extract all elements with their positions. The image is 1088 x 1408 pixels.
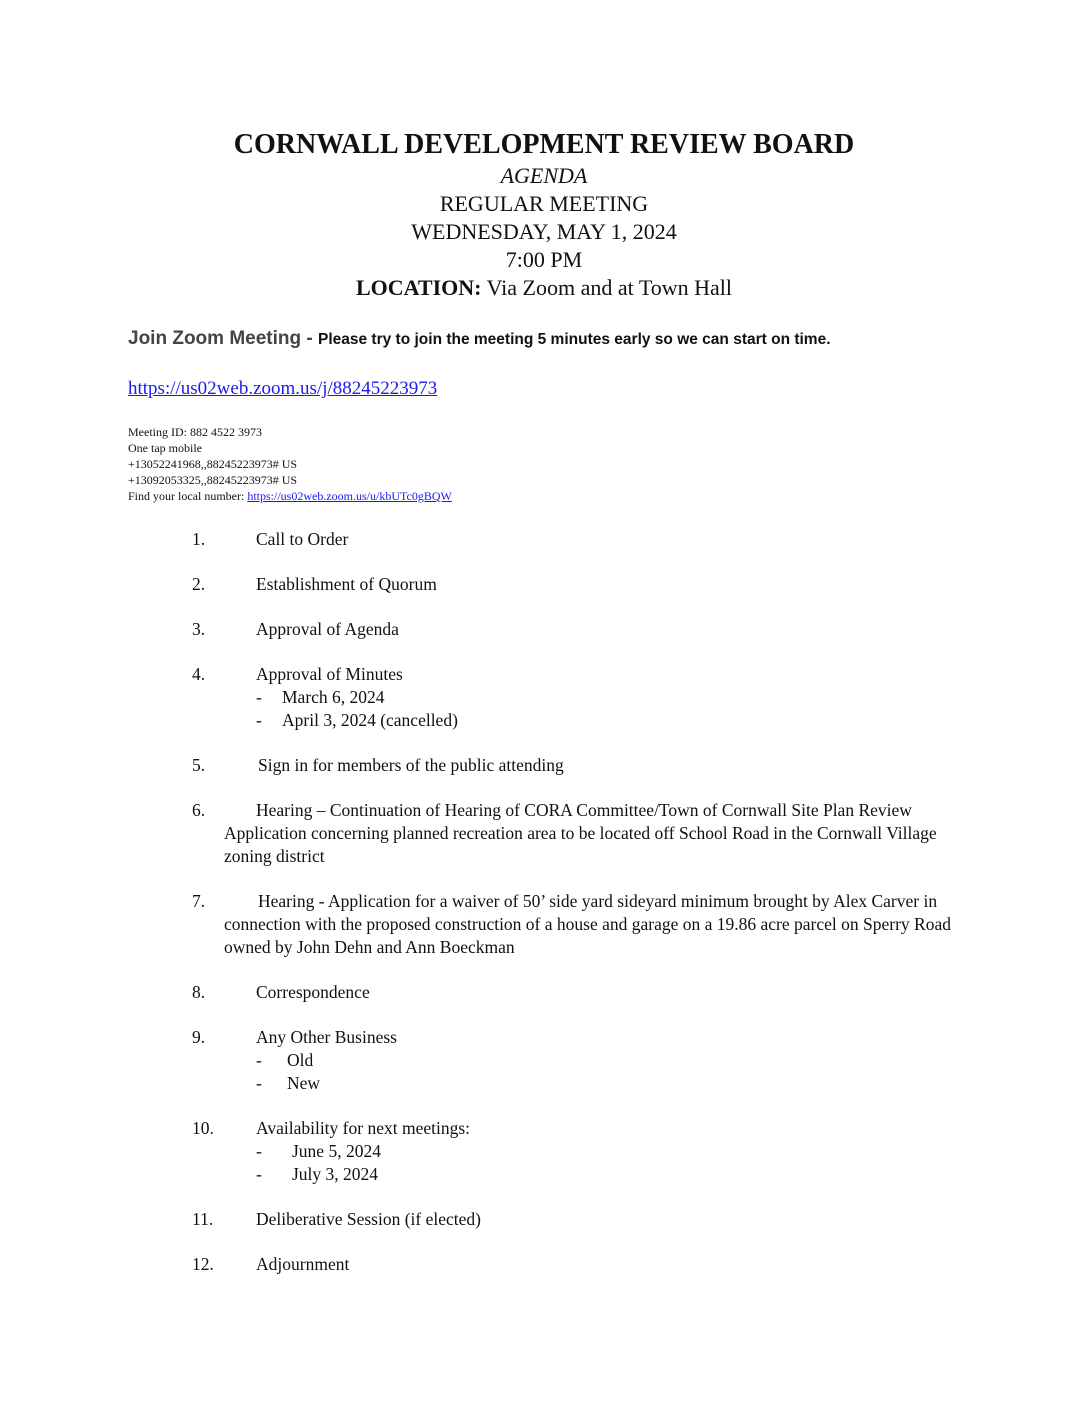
- phone-number-2: +13092053325,,88245223973# US: [128, 473, 298, 487]
- agenda-item-number: 3.: [192, 619, 206, 639]
- location-value: Via Zoom and at Town Hall: [481, 275, 732, 300]
- zoom-meeting-link[interactable]: https://us02web.zoom.us/j/88245223973: [128, 378, 438, 399]
- agenda-item-number: 1.: [192, 529, 206, 549]
- local-number-label: Find your local number:: [128, 489, 248, 503]
- agenda-item-number: 11.: [192, 1209, 214, 1229]
- zoom-join-label: Join Zoom Meeting -: [128, 328, 318, 349]
- agenda-item-paragraph: [224, 890, 964, 959]
- agenda-item-number: 8.: [192, 982, 206, 1002]
- agenda-item: [0, 1253, 1088, 1276]
- agenda-item-number: 9.: [192, 1027, 206, 1047]
- agenda-item: [0, 981, 1088, 1004]
- agenda-item-paragraph: [224, 799, 964, 868]
- agenda-item: [0, 618, 1088, 641]
- one-tap-label: One tap mobile: [128, 441, 202, 455]
- agenda-item-label: Call to Order: [256, 529, 349, 549]
- agenda-item-label: Any Other Business: [256, 1027, 397, 1047]
- agenda-item-continuation: Carver in connection with the proposed construction of a house and garage on a 19.86 acre parcel on Sperry Road owned by John Dehn and Ann Boeckman: [224, 891, 951, 957]
- agenda-item-number: 10.: [192, 1118, 214, 1138]
- agenda-sub-item: - Old: [256, 1050, 314, 1070]
- agenda-sub-item: - July 3, 2024: [256, 1164, 379, 1184]
- agenda-item-label: Hearing – Continuation of Hearing of CORA Committee/Town of Cornwall Site Plan: [256, 800, 855, 820]
- agenda-item: [0, 528, 1088, 551]
- agenda-sub-item-text: New: [287, 1073, 321, 1093]
- phone-number-1: +13052241968,,88245223973# US: [128, 457, 298, 471]
- agenda-subtitle: AGENDA: [500, 163, 588, 188]
- agenda-sub-item-text: April 3, 2024 (cancelled): [282, 710, 458, 730]
- meeting-time: 7:00 PM: [505, 247, 583, 272]
- agenda-item-number: 5.: [192, 755, 206, 775]
- agenda-item-label: Approval of Minutes: [256, 664, 403, 684]
- agenda-item-label: Sign in for members of the public attending: [258, 755, 564, 775]
- agenda-list: [0, 528, 1088, 1298]
- meeting-location: [0, 274, 1088, 302]
- agenda-item-label: Establishment of Quorum: [256, 574, 437, 594]
- location-label: LOCATION:: [355, 275, 482, 300]
- board-title: CORNWALL DEVELOPMENT REVIEW BOARD: [233, 129, 855, 160]
- local-number-link[interactable]: https://us02web.zoom.us/u/kbUTc0gBQW: [247, 489, 452, 503]
- agenda-item: [0, 1026, 1088, 1095]
- agenda-item-label: Availability for next meetings:: [256, 1118, 470, 1138]
- agenda-item: [0, 1117, 1088, 1186]
- agenda-sub-item: - April 3, 2024 (cancelled): [256, 710, 458, 730]
- zoom-join-note: Please try to join the meeting 5 minutes early so we can start on time.: [318, 331, 831, 348]
- zoom-join-notice: [128, 328, 831, 350]
- agenda-item: [0, 890, 1088, 959]
- agenda-sub-item-text: June 5, 2024: [292, 1141, 381, 1161]
- agenda-sub-item-text: July 3, 2024: [292, 1164, 379, 1184]
- agenda-item-label: Hearing - Application for a waiver of 50’ side yard sideyard minimum brought by Alex: [258, 891, 868, 911]
- agenda-item-number: 12.: [192, 1254, 214, 1274]
- agenda-item: [0, 754, 1088, 777]
- agenda-item-label: Approval of Agenda: [256, 619, 399, 639]
- agenda-item: [0, 573, 1088, 596]
- meeting-id: Meeting ID: 882 4522 3973: [128, 425, 262, 439]
- local-number-line: [128, 488, 452, 504]
- agenda-item-label: Adjournment: [256, 1254, 350, 1274]
- agenda-sub-item: - New: [256, 1073, 321, 1093]
- agenda-item-number: 7.: [192, 891, 206, 911]
- agenda-item-label: Correspondence: [256, 982, 370, 1002]
- agenda-sub-item: - June 5, 2024: [256, 1141, 381, 1161]
- agenda-item: [0, 1208, 1088, 1231]
- agenda-item-number: 2.: [192, 574, 206, 594]
- zoom-meeting-info: [128, 424, 452, 504]
- agenda-item: [0, 663, 1088, 732]
- agenda-item: [0, 799, 1088, 868]
- agenda-item-continuation: Review Application concerning planned recreation area to be located off School Road in the Cornwall Village zoning district: [224, 800, 937, 866]
- agenda-item-number: 6.: [192, 800, 206, 820]
- agenda-sub-item: - March 6, 2024: [256, 687, 385, 707]
- agenda-item-label: Deliberative Session (if elected): [256, 1209, 481, 1229]
- meeting-type: REGULAR MEETING: [439, 191, 649, 216]
- agenda-sub-item-text: Old: [287, 1050, 314, 1070]
- document-header: [0, 128, 1088, 302]
- agenda-sub-item-text: March 6, 2024: [282, 687, 385, 707]
- agenda-item-number: 4.: [192, 664, 206, 684]
- meeting-date: WEDNESDAY, MAY 1, 2024: [411, 219, 677, 244]
